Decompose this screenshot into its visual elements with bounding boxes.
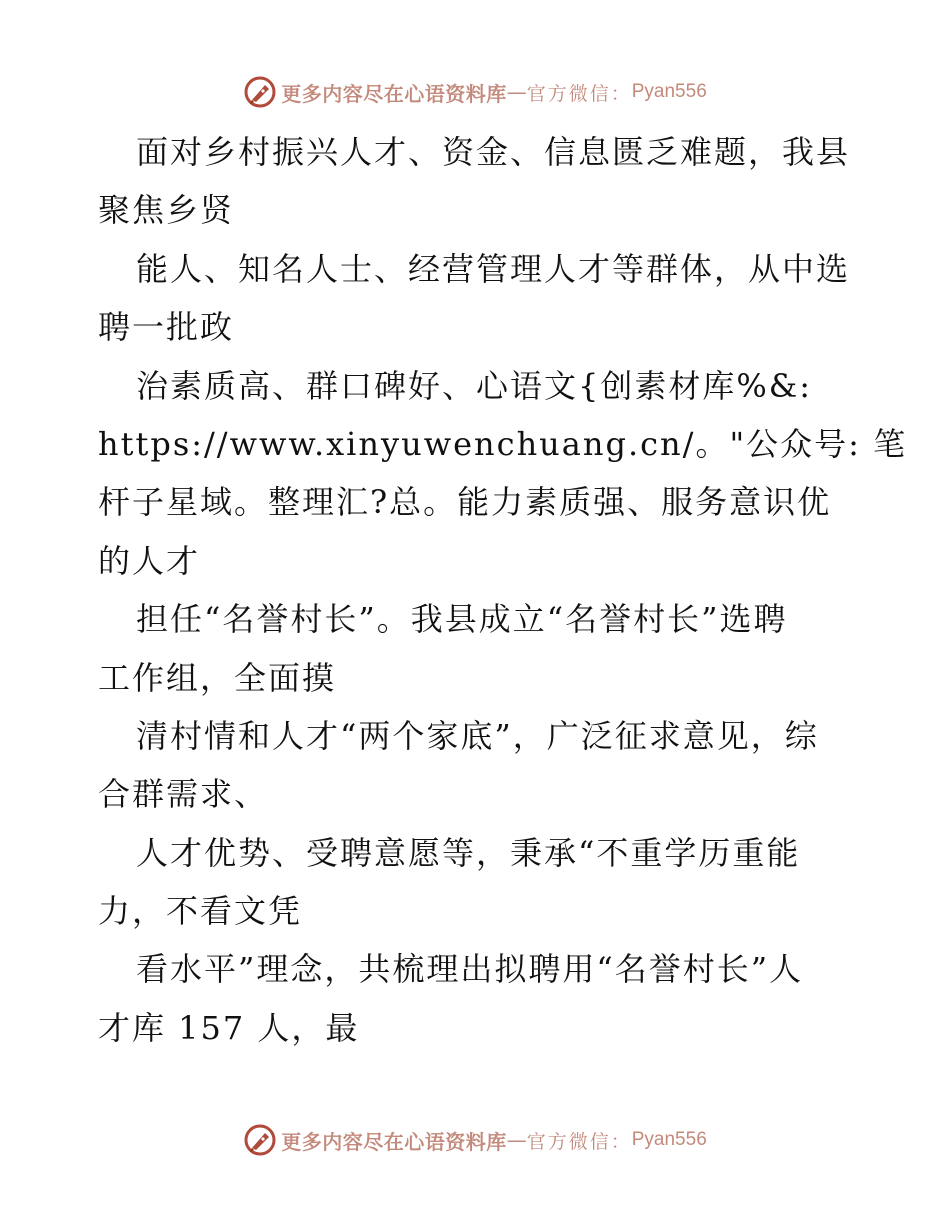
document-body bbox=[98, 123, 908, 1057]
footer-watermark bbox=[0, 1120, 950, 1160]
watermark-separator: — bbox=[506, 80, 527, 104]
text-line: 的人才 bbox=[98, 541, 201, 580]
text-line: 合群需求、 bbox=[98, 775, 269, 814]
text-line: 力，不看文凭 bbox=[98, 892, 303, 931]
pen-nib-logo-icon bbox=[243, 75, 277, 109]
text-line: 聘一批政 bbox=[98, 308, 235, 347]
text-line: 能人、知名人士、经营管理人才等群体，从中选 bbox=[136, 249, 851, 288]
text-line: 清村情和人才“两个家底”，广泛征求意见，综 bbox=[136, 716, 819, 755]
watermark-title: 更多内容尽在心语资料库 bbox=[281, 1129, 507, 1154]
watermark-wechat-id: Pyan556 bbox=[631, 1129, 707, 1150]
text-line: 担任“名誉村长”。我县成立“名誉村长”选聘 bbox=[136, 600, 788, 639]
watermark-title: 更多内容尽在心语资料库 bbox=[281, 81, 507, 106]
watermark-separator: — bbox=[506, 1128, 527, 1152]
text-line: 面对乡村振兴人才、资金、信息匮乏难题，我县 bbox=[136, 133, 851, 171]
text-line: 才库 157 人，最 bbox=[98, 1008, 360, 1047]
text-line: 治素质高、群口碑好、心语文{创素材库%&: bbox=[136, 366, 813, 405]
watermark-wechat-label: 官方微信： bbox=[526, 1130, 632, 1153]
watermark-wechat-label: 官方微信： bbox=[526, 82, 632, 105]
text-line: 聚焦乡贤 bbox=[98, 191, 235, 230]
text-line: 人才优势、受聘意愿等，秉承“不重学历重能 bbox=[136, 833, 801, 872]
pen-nib-logo-icon bbox=[243, 1123, 277, 1157]
header-watermark bbox=[0, 72, 950, 112]
text-line: 看水平”理念，共梳理出拟聘用“名誉村长”人 bbox=[136, 950, 804, 989]
text-line: https://www.xinyuwenchuang.cn/。"公众号: 笔 bbox=[98, 424, 908, 463]
text-line: 工作组，全面摸 bbox=[98, 658, 337, 697]
watermark-wechat-id: Pyan556 bbox=[631, 81, 707, 102]
text-line: 杆子星域。整理汇?总。能力素质强、服务意识优 bbox=[98, 483, 832, 522]
